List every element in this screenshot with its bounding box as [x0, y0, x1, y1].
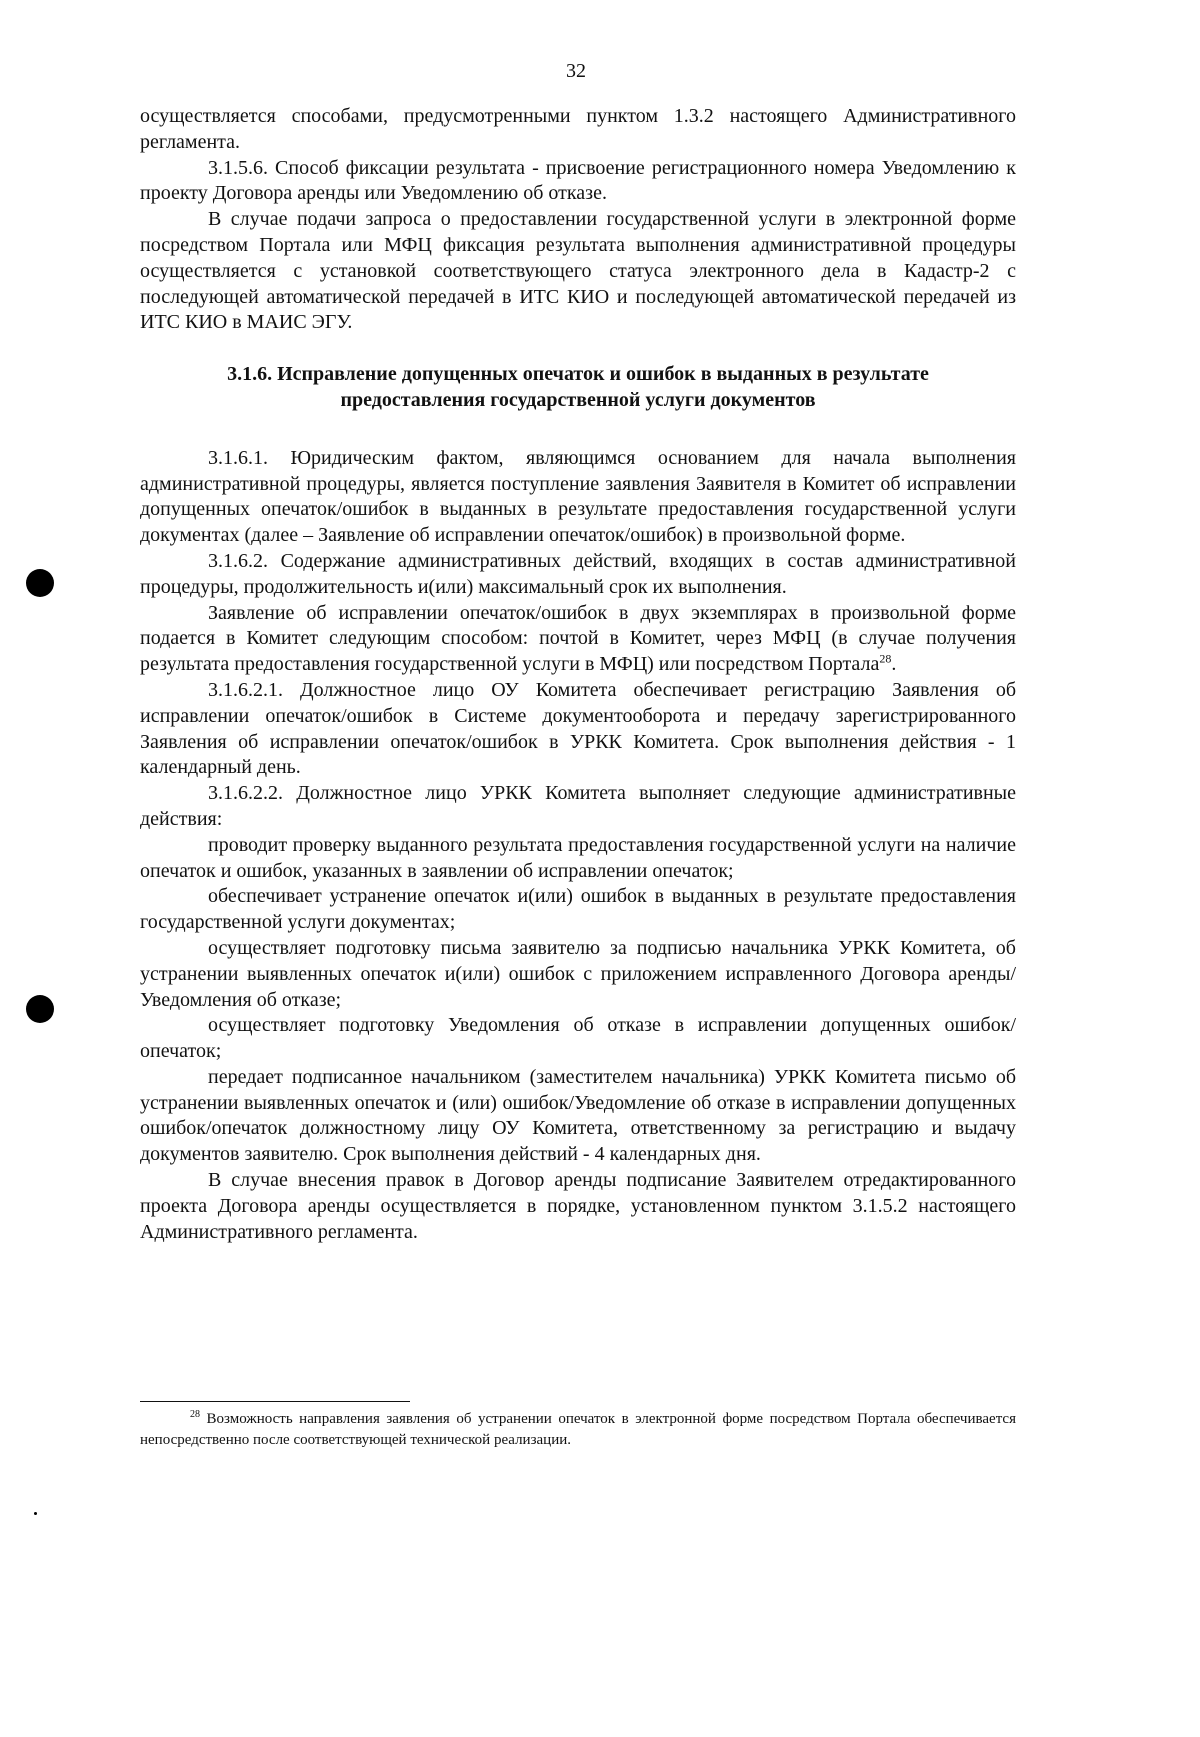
list-item: осуществляет подготовку Уведомления об отказе в исправлении допущенных ошибок/опечаток; [140, 1014, 1016, 1063]
section-heading [140, 362, 1016, 414]
paragraph: 3.1.6.2.2. Должностное лицо УРКК Комитета выполняет следующие административные действия: [140, 782, 1016, 830]
body-text [140, 104, 1016, 1245]
paragraph: В случае подачи запроса о предоставлении государственной услуги в электронной форме посредством Портала или МФЦ фиксация результата выполнения административной процедуры осуществляется с установкой соответствующего статуса электронного дела в Кадастр-2 с последующей автоматической передачей в ИТС КИО и последующей автоматической передачей из ИТС КИО в МАИС ЭГУ. [140, 208, 1016, 334]
footnote-separator [140, 1401, 410, 1402]
paragraph: 3.1.6.2.1. Должностное лицо ОУ Комитета обеспечивает регистрацию Заявления об исправлении опечаток/ошибок в Системе документооборота и передачу зарегистрированного Заявления об исправлении опечаток/ошибок в УРКК Комитета. Срок выполнения действия - 1 календарный день. [140, 678, 1016, 779]
punch-hole-mark [26, 995, 54, 1023]
footnote-text: Возможность направления заявления об устранении опечаток в электронной форме посредством Портала обеспечивается непосредственно после соответствующей технической реализации. [140, 1411, 1016, 1448]
footnote [140, 1409, 1016, 1451]
paragraph-with-footnote [140, 601, 1016, 678]
paragraph: 3.1.5.6. Способ фиксации результата - присвоение регистрационного номера Уведомлению к проекту Договора аренды или Уведомлению об отказе. [140, 156, 1016, 205]
list-item: обеспечивает устранение опечаток и(или) ошибок в выданных в результате предоставления государственной услуги документах; [140, 885, 1016, 934]
paragraph: осуществляется способами, предусмотренными пунктом 1.3.2 настоящего Административного регламента. [140, 105, 1016, 153]
footnote-number: 28 [190, 1409, 200, 1420]
punch-hole-mark [26, 569, 54, 597]
scan-speck [34, 1512, 37, 1515]
paragraph-text: Заявление об исправлении опечаток/ошибок в двух экземплярах в произвольной форме подается в Комитет следующим способом: почтой в Комитет, через МФЦ (в случае получения результата предоставления государственной услуги в МФЦ) или посредством Портала [140, 601, 1016, 676]
paragraph: 3.1.6.2. Содержание административных действий, входящих в состав административной процедуры, продолжительность и(или) максимальный срок их выполнения. [140, 549, 1016, 598]
section-heading-line: 3.1.6. Исправление допущенных опечаток и ошибок в выданных в результате [227, 363, 929, 386]
paragraph: В случае внесения правок в Договор аренды подписание Заявителем отредактированного проекта Договора аренды осуществляется в порядке, установленном пунктом 3.1.5.2 настоящего Административного регламента. [140, 1169, 1016, 1243]
list-item: проводит проверку выданного результата предоставления государственной услуги на наличие опечаток и ошибок, указанных в заявлении об исправлении опечаток; [140, 833, 1016, 882]
list-item: передает подписанное начальником (заместителем начальника) УРКК Комитета письмо об устранении выявленных опечаток и (или) ошибок/Уведомление об отказе в исправлении допущенных ошибок/опечаток должностному лицу ОУ Комитета, ответственному за регистрацию и выдачу документов заявителю. Срок выполнения действий - 4 календарных дня. [140, 1065, 1016, 1166]
section-heading-line: предоставления государственной услуги документов [340, 388, 816, 411]
paragraph-end: . [891, 653, 897, 676]
page-number: 32 [566, 60, 586, 82]
footnote-reference: 28 [879, 651, 892, 666]
paragraph: 3.1.6.1. Юридическим фактом, являющимся основанием для начала выполнения административной процедуры, является поступление заявления Заявителя в Комитет об исправлении допущенных опечаток/ошибок в выданных в результате предоставления государственной услуги документах (далее – Заявление об исправлении опечаток/ошибок) в произвольной форме. [140, 446, 1016, 547]
list-item: осуществляет подготовку письма заявителю за подписью начальника УРКК Комитета, об устранении выявленных опечаток и(или) ошибок с приложением исправленного Договора аренды/Уведомления об отказе; [140, 936, 1016, 1011]
